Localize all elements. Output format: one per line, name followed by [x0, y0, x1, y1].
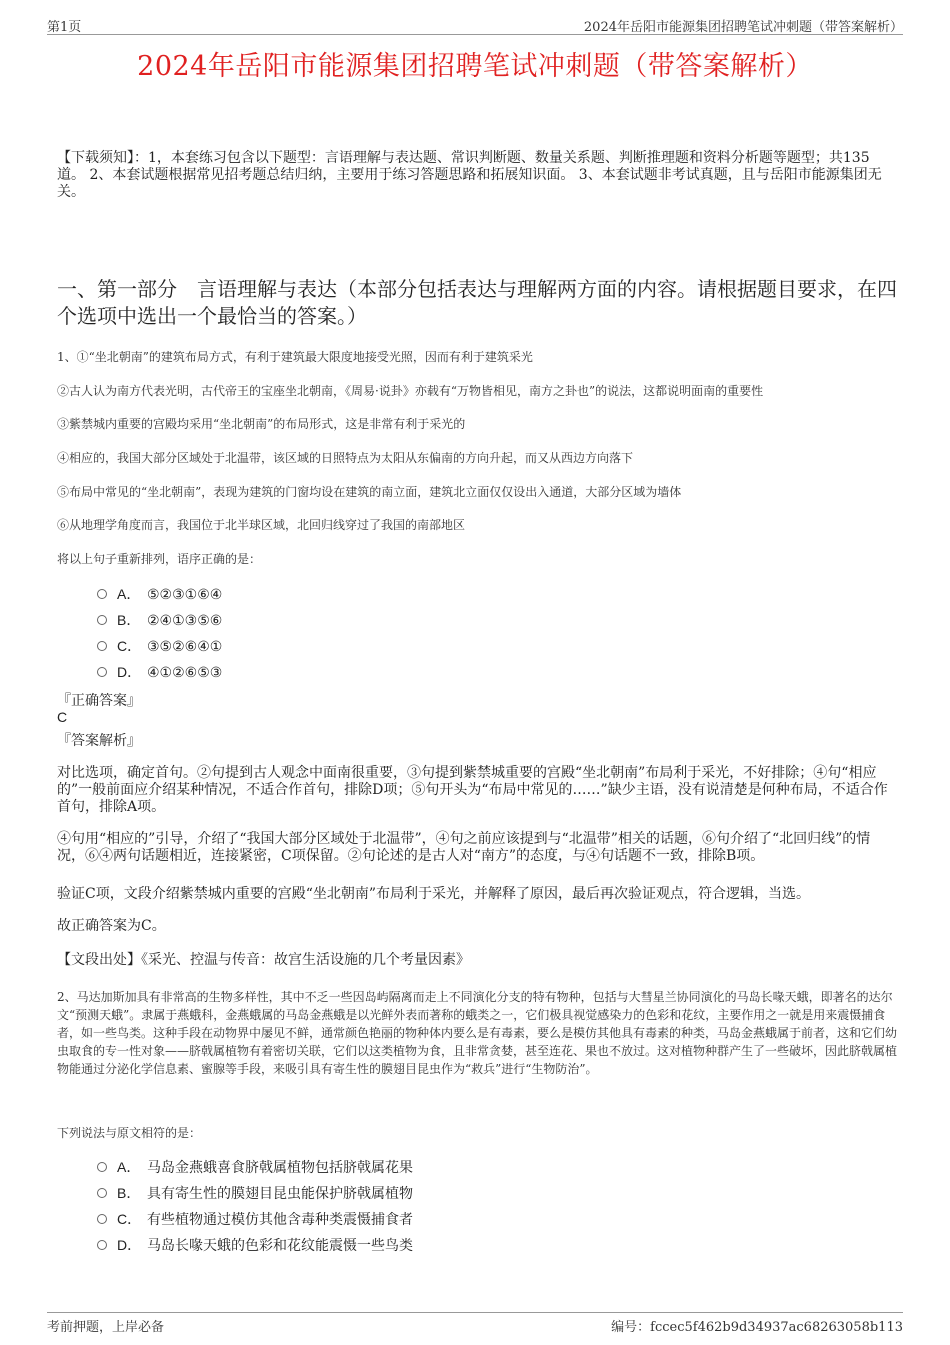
analysis-paragraph-2: ④句用“相应的”引导，介绍了“我国大部分区域处于北温带”，④句之前应该提到与“北温带”相关的话题，⑥句介绍了“北回归线”的情况，⑥④两句话题相近，连接紧密，C项保留。②句论述的是古人对“南方”的态度，与④句话题不一致，排除B项。 — [57, 831, 871, 864]
document-title: 2024年岳阳市能源集团招聘笔试冲刺题（带答案解析） — [137, 51, 813, 82]
radio-icon[interactable] — [97, 641, 107, 651]
q2-option-d[interactable]: D． 马岛长喙天蛾的色彩和花纹能震慑一些鸟类 — [97, 1235, 413, 1255]
radio-icon[interactable] — [97, 615, 107, 625]
q1-sentence-4: ④相应的，我国大部分区域处于北温带，该区域的日照特点为太阳从东偏南的方向升起，而又从西边方向落下 — [57, 451, 634, 465]
q2-option-c[interactable]: C． 有些植物通过模仿其他含毒种类震慑捕食者 — [97, 1209, 413, 1229]
correct-answer: C — [57, 709, 68, 725]
download-notice: 【下载须知】：1，本套练习包含以下题型：言语理解与表达题、常识判断题、数量关系题、判断推理题和资料分析题等题型；共135道。 2、本套试题根据常见招考题总结归纳，主要用于练习答题思路和拓展知识面。 3、本套试题非考试真题，且与岳阳市能源集团无关。 — [57, 150, 882, 200]
q1-prompt: 将以上句子重新排列，语序正确的是： — [57, 552, 262, 566]
source-citation: 【文段出处】《采光、控温与传音：故宫生活设施的几个考量因素》 — [57, 952, 470, 968]
q1-option-b[interactable]: B． ②④①③⑤⑥ — [97, 610, 222, 630]
q1-sentence-1: 1、①“坐北朝南”的建筑布局方式，有利于建筑最大限度地接受光照，因而有利于建筑采光 — [57, 350, 533, 364]
footer-slogan: 考前押题，上岸必备 — [47, 1320, 165, 1335]
answer-label: 『正确答案』 — [57, 693, 141, 709]
q1-option-c[interactable]: C． ③⑤②⑥④① — [97, 636, 222, 656]
q1-sentence-2: ②古人认为南方代表光明，古代帝王的宝座坐北朝南，《周易·说卦》亦载有“万物皆相见，南方之卦也”的说法，这都说明面南的重要性 — [57, 384, 764, 398]
q1-option-a[interactable]: A． ⑤②③①⑥④ — [97, 584, 222, 604]
radio-icon[interactable] — [97, 589, 107, 599]
analysis-paragraph-3: 验证C项，文段介绍紫禁城内重要的宫殿“坐北朝南”布局利于采光，并解释了原因，最后再次验证观点，符合逻辑，当选。 — [57, 886, 811, 902]
radio-icon[interactable] — [97, 1188, 107, 1198]
page-number: 第1页 — [47, 20, 82, 35]
radio-icon[interactable] — [97, 667, 107, 677]
radio-icon[interactable] — [97, 1214, 107, 1224]
analysis-paragraph-4: 故正确答案为C。 — [57, 918, 166, 934]
radio-icon[interactable] — [97, 1240, 107, 1250]
analysis-label: 『答案解析』 — [57, 733, 141, 749]
q1-sentence-6: ⑥从地理学角度而言，我国位于北半球区域，北回归线穿过了我国的南部地区 — [57, 518, 466, 532]
section-heading: 一、第一部分 言语理解与表达（本部分包括表达与理解两方面的内容。请根据题目要求，在四个选项中选出一个最恰当的答案。） — [57, 277, 897, 328]
q1-sentence-3: ③紫禁城内重要的宫殿均采用“坐北朝南”的布局形式，这是非常有利于采光的 — [57, 417, 466, 431]
q1-option-d[interactable]: D． ④①②⑥⑤③ — [97, 662, 222, 682]
analysis-paragraph-1: 对比选项，确定首句。②句提到古人观念中面南很重要，③句提到紫禁城重要的宫殿“坐北朝南”布局利于采光，不好排除；④句“相应的”一般前面应介绍某种情况，不适合作首句，排除D项；⑤句开头为“布局中常见的……”缺少主语，没有说清楚是何种布局，不适合作首句，排除A项。 — [57, 765, 888, 815]
footer-doc-id: 编号：fccec5f462b9d34937ac68263058b113 — [611, 1320, 903, 1335]
q2-passage: 2、马达加斯加具有非常高的生物多样性，其中不乏一些因岛屿隔离而走上不同演化分支的特有物种，包括与大彗星兰协同演化的马岛长喙天蛾，即著名的达尔文“预测天蛾”。隶属于燕蛾科，金燕蛾属的马岛金燕蛾是以光鲜外表而著称的蛾类之一，它们极具视觉感染力的色彩和花纹，主要作用之一就是用来震慑捕食者，如一些鸟类。这种手段在动物界中屡见不鲜，通常颜色艳丽的物种体内要么是有毒素，要么是模仿其他具有毒素的种类，马岛金燕蛾属于前者，这和它们幼虫取食的专一性对象——脐戟属植物有着密切关联，它们以这类植物为食，且非常贪婪，甚至连花、果也不放过。这对植物种群产生了一些破坏，因此脐戟属植物能通过分泌化学信息素、蜜腺等手段，来吸引具有寄生性的膜翅目昆虫作为“救兵”进行“生物防治”。 — [57, 990, 898, 1076]
q1-sentence-5: ⑤布局中常见的“坐北朝南”，表现为建筑的门窗均设在建筑的南立面，建筑北立面仅仅设出入通道，大部分区域为墙体 — [57, 485, 682, 499]
page-footer — [47, 1312, 903, 1333]
radio-icon[interactable] — [97, 1162, 107, 1172]
q2-prompt: 下列说法与原文相符的是： — [57, 1126, 202, 1140]
page-header — [47, 14, 903, 35]
q2-option-b[interactable]: B． 具有寄生性的膜翅目昆虫能保护脐戟属植物 — [97, 1183, 413, 1203]
q2-option-a[interactable]: A． 马岛金燕蛾喜食脐戟属植物包括脐戟属花果 — [97, 1157, 413, 1177]
header-doc-title: 2024年岳阳市能源集团招聘笔试冲刺题（带答案解析） — [583, 20, 903, 35]
